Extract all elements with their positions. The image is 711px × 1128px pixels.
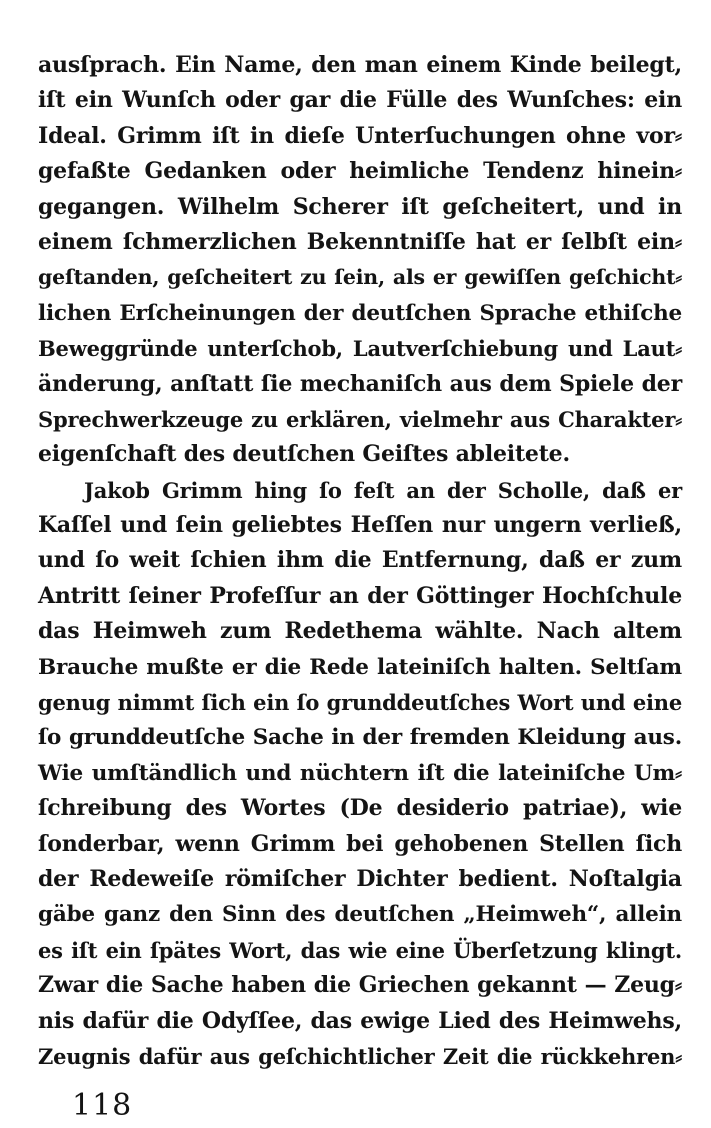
- text-line: Sprechwerkzeuge zu erklären, vielmehr aus Charakter⸗: [38, 406, 682, 432]
- page-number: 118: [72, 1088, 133, 1123]
- text-line: Antritt ſeiner Profeſſur an der Göttinger Hochſchule: [38, 582, 682, 609]
- text-line: Zwar die Sache haben die Griechen gekannt — Zeug⸗: [38, 972, 682, 999]
- text-line: Wie umſtändlich und nüchtern iſt die lateiniſche Um⸗: [38, 760, 682, 786]
- text-line: Kaſſel und ſein geliebtes Heſſen nur ungern verließ,: [38, 512, 682, 539]
- text-line: ausſprach. Ein Name, den man einem Kinde beilegt,: [38, 52, 682, 78]
- text-line: genug nimmt ſich ein ſo grunddeutſches Wort und eine: [38, 690, 682, 716]
- paragraph-end-line: eigenſchaft des deutſchen Geiſtes ableitete.: [38, 441, 570, 468]
- text-line: und ſo weit ſchien ihm die Entfernung, daß er zum: [38, 547, 682, 574]
- text-line: nis dafür die Odyſſee, das ewige Lied des Heimwehs,: [38, 1007, 682, 1034]
- text-line: Ideal. Grimm iſt in dieſe Unterſuchungen ohne vor⸗: [38, 122, 682, 149]
- text-line: das Heimweh zum Redethema wählte. Nach altem: [38, 618, 682, 645]
- text-line: lichen Erſcheinungen der deutſchen Sprache ethiſche: [38, 300, 682, 326]
- text-line: ſo grunddeutſche Sache in der fremden Kleidung aus.: [38, 725, 682, 751]
- text-line: der Redeweiſe römiſcher Dichter bedient. Noſtalgia: [38, 865, 682, 892]
- text-line: Brauche mußte er die Rede lateiniſch halten. Seltſam: [38, 654, 682, 680]
- text-line: iſt ein Wunſch oder gar die Fülle des Wunſches: ein: [38, 87, 682, 114]
- text-line: geſtanden, geſcheitert zu ſein, als er gewiſſen geſchicht⸗: [38, 265, 682, 290]
- text-line: gegangen. Wilhelm Scherer iſt geſcheitert, und in: [38, 193, 682, 220]
- text-line: Beweggründe unterſchob, Lautverſchiebung und Laut⸗: [38, 336, 682, 362]
- text-line: ſchreibung des Wortes (De desiderio patriae), wie: [38, 795, 682, 822]
- text-line: gäbe ganz den Sinn des deutſchen „Heimweh“, allein: [38, 902, 682, 928]
- text-line: ſonderbar, wenn Grimm bei gehobenen Stellen ſich: [38, 830, 682, 857]
- paragraph-start-line: Jakob Grimm hing ſo feſt an der Scholle, daß er: [84, 477, 682, 503]
- text-line: Zeugnis dafür aus geſchichtlicher Zeit die rückkehren⸗: [38, 1043, 682, 1069]
- text-line: einem ſchmerzlichen Bekenntniſſe hat er ſelbſt ein⸗: [38, 228, 682, 255]
- text-line: gefaßte Gedanken oder heimliche Tendenz hinein⸗: [38, 158, 682, 185]
- text-line: änderung, anſtatt ſie mechaniſch aus dem Spiele der: [38, 370, 682, 397]
- text-line: es iſt ein ſpätes Wort, das wie eine Überſetzung klingt.: [38, 937, 682, 963]
- body-text: [38, 48, 682, 1074]
